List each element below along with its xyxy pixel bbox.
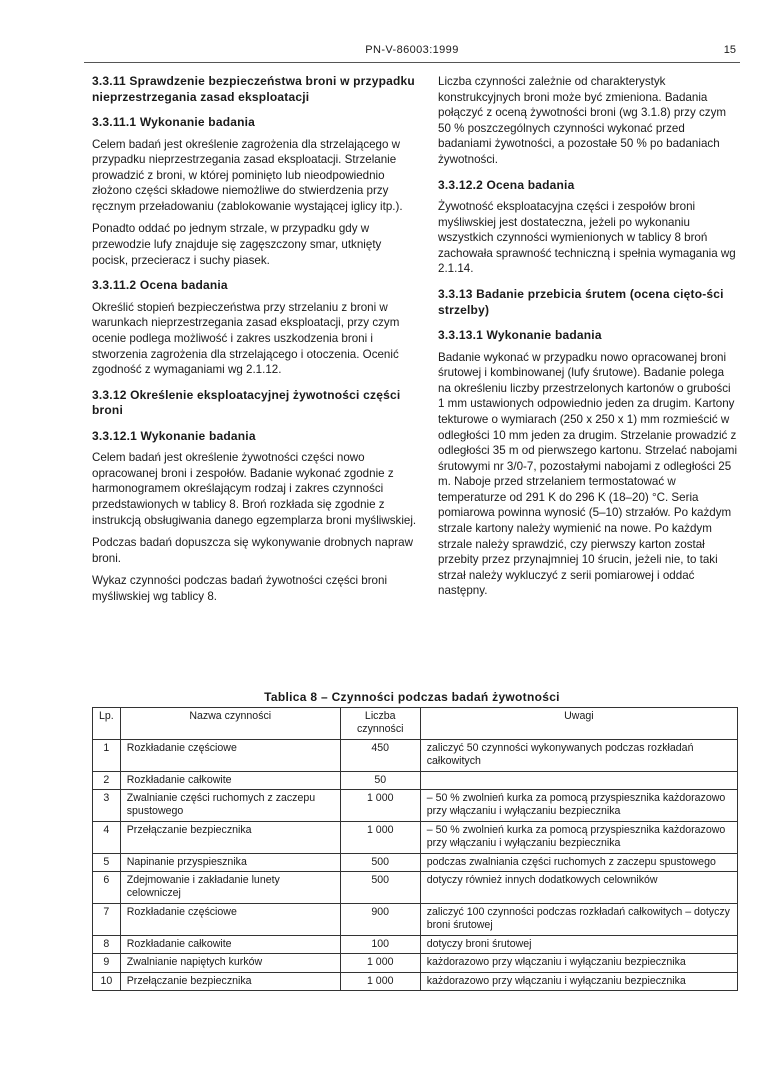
activity-count-cell: 500 bbox=[340, 872, 420, 904]
section-heading: 3.3.11 Sprawdzenie bezpieczeństwa broni w przypadku nieprzestrzegania zasad eksploatacji bbox=[92, 74, 415, 104]
activity-name-cell: Zwalnianie części ruchomych z zaczepu spustowego bbox=[120, 790, 340, 822]
table-header bbox=[93, 708, 738, 740]
body-paragraph: Celem badań jest określenie żywotności części nowo opracowanej broni i zespołów. Badanie wykonać zgodnie z harmonogramem określającym rodzaj i zakres czynności przedstawionych w tablicy 8. Broń rozkłada się zgodnie z instrukcją obsługiwania danego egzemplarza broni myśliwskiej. bbox=[92, 451, 417, 527]
activity-notes-cell: – 50 % zwolnień kurka za pomocą przyspiesznika każdorazowo przy włączaniu i wyłączaniu bezpiecznika bbox=[420, 821, 737, 853]
section-heading: 3.3.12 Określenie eksploatacyjnej żywotności części broni bbox=[92, 387, 401, 418]
activity-notes-cell: – 50 % zwolnień kurka za pomocą przyspiesznika każdorazowo przy włączaniu i wyłączaniu bezpiecznika bbox=[420, 790, 737, 822]
row-number-cell: 7 bbox=[93, 903, 121, 935]
row-number-cell: 8 bbox=[93, 935, 121, 953]
activity-name-cell: Zwalnianie napiętych kurków bbox=[120, 954, 340, 972]
body-paragraph: Wykaz czynności podczas badań żywotności części broni myśliwskiej wg tablicy 8. bbox=[92, 574, 388, 603]
header-cell-lp: Lp. bbox=[93, 708, 121, 740]
activity-name-cell: Przełączanie bezpiecznika bbox=[120, 972, 340, 990]
activity-notes-cell: każdorazowo przy włączaniu i wyłączaniu bezpiecznika bbox=[420, 972, 737, 990]
table-row bbox=[93, 739, 738, 771]
right-column bbox=[438, 74, 738, 606]
activity-count-cell: 50 bbox=[340, 771, 420, 789]
activity-name-cell: Rozkładanie całkowite bbox=[120, 771, 340, 789]
body-paragraph: Liczba czynności zależnie od charakterystyk konstrukcyjnych broni może być zmieniona. Badania połączyć z oceną żywotności broni (wg 3.1.8) przy czym 50 % poszczególnych czynności wykonać przed badaniami żywotności, a pozostałe 50 % po badaniach żywotności. bbox=[438, 75, 727, 166]
section-heading: 3.3.11.2 Ocena badania bbox=[92, 278, 228, 293]
activity-count-cell: 500 bbox=[340, 853, 420, 871]
standard-code: PN-V-86003:1999 bbox=[365, 44, 459, 56]
body-paragraph: Celem badań jest określenie zagrożenia dla strzelającego w przypadku nieprzestrzegania zasad eksploatacji. Strzelanie prowadzić z broni, w której pominięto lub nieodpowiednio złożono części składowe niemożliwe do stwierdzenia przy ręcznym przeładowaniu (zablokowanie wystającej iglicy itp.). bbox=[92, 137, 403, 213]
activity-name-cell: Rozkładanie częściowe bbox=[120, 903, 340, 935]
activity-notes-cell: dotyczy broni śrutowej bbox=[420, 935, 737, 953]
activity-count-cell: 1 000 bbox=[340, 790, 420, 822]
row-number-cell: 10 bbox=[93, 972, 121, 990]
activity-count-cell: 1 000 bbox=[340, 972, 420, 990]
body-paragraph: Żywotność eksploatacyjna części i zespołów broni myśliwskiej jest dostateczna, jeżeli po wykonaniu wszystkich czynności wymienionych w tablicy 8 broń zachowała sprawność techniczną i spełnia wymagania wg 2.1.14. bbox=[438, 200, 736, 276]
table-row bbox=[93, 872, 738, 904]
body-paragraph: Ponadto oddać po jednym strzale, w przypadku gdy w przewodzie lufy znajduje się zagęszczony smar, utknięty pocisk, przecieracz i suchy piasek. bbox=[92, 222, 382, 267]
section-heading: 3.3.13.1 Wykonanie badania bbox=[438, 328, 602, 343]
table-row bbox=[93, 954, 738, 972]
section-heading: 3.3.13 Badanie przebicia śrutem (ocena cięto-ści strzelby) bbox=[438, 287, 724, 317]
table-row bbox=[93, 771, 738, 789]
table-row bbox=[93, 903, 738, 935]
page-number: 15 bbox=[723, 44, 736, 56]
activity-notes-cell: dotyczy również innych dodatkowych celowników bbox=[420, 872, 737, 904]
activity-name-cell: Przełączanie bezpiecznika bbox=[120, 821, 340, 853]
table-title: Tablica 8 – Czynności podczas badań żywotności bbox=[264, 690, 560, 704]
table-body bbox=[93, 739, 738, 990]
activity-notes-cell: zaliczyć 50 czynności wykonywanych podczas rozkładań całkowitych bbox=[420, 739, 737, 771]
row-number-cell: 9 bbox=[93, 954, 121, 972]
row-number-cell: 5 bbox=[93, 853, 121, 871]
header-rule bbox=[84, 62, 740, 63]
table-row bbox=[93, 790, 738, 822]
page-header bbox=[84, 44, 740, 60]
activity-notes-cell: podczas zwalniania części ruchomych z zaczepu spustowego bbox=[420, 853, 737, 871]
left-column bbox=[92, 74, 420, 612]
activity-count-cell: 1 000 bbox=[340, 821, 420, 853]
table-row bbox=[93, 972, 738, 990]
section-heading: 3.3.12.2 Ocena badania bbox=[438, 177, 575, 192]
activity-count-cell: 450 bbox=[340, 739, 420, 771]
activities-table bbox=[92, 707, 738, 991]
activity-count-cell: 1 000 bbox=[340, 954, 420, 972]
row-number-cell: 4 bbox=[93, 821, 121, 853]
activity-name-cell: Zdejmowanie i zakładanie lunety celowniczej bbox=[120, 872, 340, 904]
row-number-cell: 3 bbox=[93, 790, 121, 822]
section-heading: 3.3.12.1 Wykonanie badania bbox=[92, 428, 256, 443]
table-row bbox=[93, 821, 738, 853]
table-row bbox=[93, 935, 738, 953]
body-paragraph: Badanie wykonać w przypadku nowo opracowanej broni śrutowej i kombinowanej (lufy śrutowe). Badanie polega na określeniu liczby przestrzelonych kartonów o grubości 1 mm ustawionych odpowiednio jeden za drugim. Kartony tekturowe o wymiarach (250 x 250 x 1) mm rozmieścić w odległości 10 mm jeden za drugim. Strzelanie prowadzić z odległości 35 m od pierwszego kartonu. Strzelać nabojami śrutowymi nr 3/0-7, pozostałymi nabojami z odległości 25 m. Naboje przed strzelaniem termostatować w temperaturze od 291 K do 296 K (18–20) °C. Seria pomiarowa powinna wynosić (5–10) strzałów. Po każdym strzale kartony należy wymienić na nowe. Po każdym strzale należy sprawdzić, czy pierwszy karton został przebity przez przynajmniej 10 śrucin, jeżeli nie, to taki strzał należy wykluczyć z serii pomiarowej i oddać następny. bbox=[438, 350, 738, 598]
table-row bbox=[93, 853, 738, 871]
activity-notes-cell: zaliczyć 100 czynności podczas rozkładań całkowitych – dotyczy broni śrutowej bbox=[420, 903, 737, 935]
row-number-cell: 2 bbox=[93, 771, 121, 789]
row-number-cell: 6 bbox=[93, 872, 121, 904]
row-number-cell: 1 bbox=[93, 739, 121, 771]
activity-name-cell: Rozkładanie częściowe bbox=[120, 739, 340, 771]
activity-name-cell: Napinanie przyspiesznika bbox=[120, 853, 340, 871]
header-cell-name: Nazwa czynności bbox=[120, 708, 340, 740]
section-heading: 3.3.11.1 Wykonanie badania bbox=[92, 115, 256, 129]
header-cell-count: Liczba czynności bbox=[340, 708, 420, 740]
body-paragraph: Podczas badań dopuszcza się wykonywanie drobnych napraw broni. bbox=[92, 536, 413, 565]
activity-name-cell: Rozkładanie całkowite bbox=[120, 935, 340, 953]
activity-count-cell: 100 bbox=[340, 935, 420, 953]
activity-notes-cell: każdorazowo przy włączaniu i wyłączaniu bezpiecznika bbox=[420, 954, 737, 972]
body-paragraph: Określić stopień bezpieczeństwa przy strzelaniu z broni w warunkach nieprzestrzegania zasad eksploatacji, przy czym ocenie podlega możliwość i zakres uszkodzenia broni i stworzenia zagrożenia dla strzelającego i otoczenia. Ocenić zgodność z wymaganiami wg 2.1.12. bbox=[92, 300, 400, 377]
activity-notes-cell bbox=[420, 771, 737, 789]
activity-count-cell: 900 bbox=[340, 903, 420, 935]
header-cell-notes: Uwagi bbox=[420, 708, 737, 740]
